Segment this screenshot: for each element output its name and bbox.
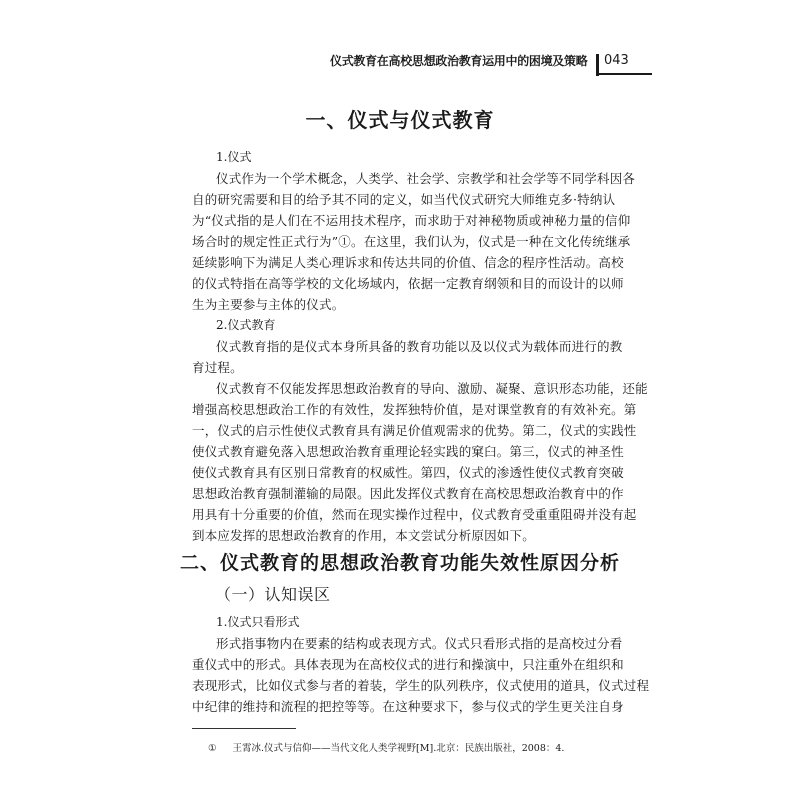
footnote-text: 王霄冰.仪式与信仰——当代文化人类学视野[M].北京：民族出版社，2008：4.	[232, 743, 565, 754]
footnote	[208, 740, 564, 754]
paragraph-line: 的仪式特指在高等学校的文化场域内，依据一定教育纲领和目的而设计的以师	[192, 276, 624, 291]
subheading-ritual: 1.仪式	[216, 150, 252, 164]
paragraph-line: 自的研究需要和目的给予其不同的定义，如当代仪式研究大师维克多·特纳认	[192, 192, 616, 207]
section-2-heading: 二、仪式教育的思想政治教育功能失效性原因分析	[179, 552, 620, 574]
footnote-rule	[192, 728, 296, 729]
paragraph-line: 延续影响下为满足人类心理诉求和传达共同的价值、信念的程序性活动。高校	[192, 255, 624, 270]
paragraph-line: 一，仪式的启示性使仪式教育具有满足价值观需求的优势。第二，仪式的实践性	[192, 423, 637, 438]
section-1-heading: 一、仪式与仪式教育	[305, 108, 495, 132]
paragraph-line: 形式指事物内在要素的结构或表现方式。仪式只看形式指的是高校过分看	[216, 636, 623, 651]
paragraph-line: 使仪式教育具有区别日常教育的权威性。第四，仪式的渗透性使仪式教育突破	[192, 465, 624, 480]
paragraph-line: 场合时的规定性正式行为”①。在这里，我们认为，仪式是一种在文化传统继承	[192, 234, 631, 249]
subheading-ritual-education: 2.仪式教育	[216, 318, 276, 332]
header-rule-horizontal	[596, 73, 652, 75]
paragraph-line: 生为主要参与主体的仪式。	[192, 297, 345, 312]
paragraph-line: 中纪律的维持和流程的把控等等。在这种要求下，参与仪式的学生更关注自身	[192, 699, 624, 714]
paragraph-line: 思想政治教育强制灌输的局限。因此发挥仪式教育在高校思想政治教育中的作	[192, 486, 624, 501]
paragraph-line: 仪式作为一个学术概念，人类学、社会学、宗教学和社会学等不同学科因各	[216, 171, 636, 186]
paragraph-line: 育过程。	[192, 360, 243, 375]
paragraph-line: 表现形式，比如仪式参与者的着装，学生的队列秩序，仪式使用的道具，仪式过程	[192, 678, 650, 693]
paragraph-line: 重仪式中的形式。具体表现为在高校仪式的进行和操演中，只注重外在组织和	[192, 657, 624, 672]
paragraph-line: 增强高校思想政治工作的有效性，发挥独特价值，是对课堂教育的有效补充。第	[192, 402, 637, 417]
footnote-mark: ①	[208, 743, 217, 754]
paragraph-line: 使仪式教育避免落入思想政治教育重理论轻实践的窠臼。第三，仪式的神圣性	[192, 444, 624, 459]
subheading-form-only: 1.仪式只看形式	[216, 615, 300, 629]
paragraph-line: 为“仪式指的是人们在不运用技术程序，而求助于对神秘物质或神秘力量的信仰	[192, 213, 631, 228]
paragraph-line: 仪式教育指的是仪式本身所具备的教育功能以及以仪式为载体而进行的教	[216, 339, 623, 354]
paragraph-line: 仪式教育不仅能发挥思想政治教育的导向、激励、凝聚、意识形态功能，还能	[216, 381, 648, 396]
page-number: 043	[604, 53, 629, 68]
paragraph-line: 到本应发挥的思想政治教育的作用，本文尝试分析原因如下。	[192, 528, 535, 543]
paragraph-line: 用具有十分重要的价值，然而在现实操作过程中，仪式教育受重重阻碍并没有起	[192, 507, 637, 522]
subsection-heading: （一）认知误区	[215, 585, 331, 604]
running-header-title: 仪式教育在高校思想政治教育运用中的困境及策略	[330, 54, 588, 68]
